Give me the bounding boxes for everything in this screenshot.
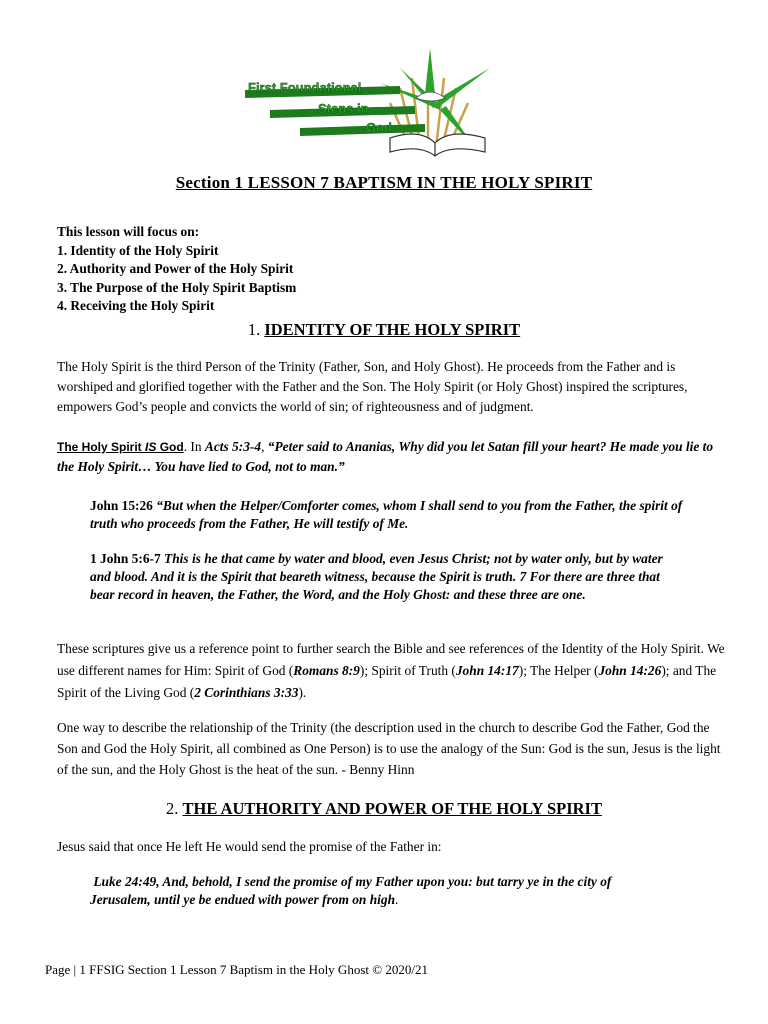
acts-quote: “Peter said to Ananias, Why did you let Satan fill your heart? He made you lie to the Holy Spirit… You have lied to God, not to man.”	[57, 439, 714, 474]
logo-line-1: First Foundational	[248, 80, 362, 95]
trinity-paragraph: One way to describe the relationship of the Trinity (the description used in the church to describe God the Father, God the Son and God the Holy Spirit, all combined as One Person) is to use the analogy of the Sun: God is the sun, Jesus is the light of the sun, and the Holy Ghost is the heat of the sun. - Benny Hinn	[57, 720, 721, 777]
page-footer: Page | 1 FFSIG Section 1 Lesson 7 Baptism in the Holy Ghost © 2020/21	[45, 962, 428, 977]
section-1-number: 1.	[247, 320, 261, 339]
acts-reference: Acts 5:3-4	[204, 439, 262, 454]
holy-spirit-names-paragraph: These scriptures give us a reference point to further search the Bible and see references of the Identity of the Holy Spirit. We use different names for Him: Spirit of God (Romans 8:9); Spirit of Truth (John 14:17); The Helper (John 14:26); and The Spirit of the Living God (2 Corinthians 3:33).	[57, 641, 725, 700]
focus-item: 3. The Purpose of the Holy Spirit Baptism	[57, 279, 297, 295]
luke-24-49-quote: Luke 24:49, And, behold, I send the promise of my Father upon you: but tarry ye in the city of Jerusalem, until ye be endued with power from on high.	[90, 874, 612, 907]
dove-icon	[416, 92, 445, 101]
logo-line-3: God	[366, 120, 392, 135]
ffsig-logo	[240, 48, 530, 166]
section-2-heading	[0, 799, 768, 819]
section-2-intro: Jesus said that once He left He would send the promise of the Father in:	[57, 839, 442, 854]
focus-intro: This lesson will focus on:	[57, 224, 200, 239]
section-2-number: 2.	[166, 799, 179, 818]
1-john-5-6-reference: 1 John 5:6-7	[90, 551, 161, 566]
section-2-title: THE AUTHORITY AND POWER OF THE HOLY SPIRIT	[182, 799, 602, 818]
focus-item: 4. Receiving the Holy Spirit	[57, 298, 215, 313]
section-1-title: IDENTITY OF THE HOLY SPIRIT	[264, 320, 521, 339]
john-15-26-quote: John 15:26 “But when the Helper/Comforter comes, whom I shall send to you from the Father, the spirit of truth who proceeds from the Father, He will testify of Me.	[90, 498, 683, 531]
focus-item: 1. Identity of the Holy Spirit	[57, 242, 219, 258]
1-john-5-6-quote: 1 John 5:6-7 This is he that came by water and blood, even Jesus Christ; not by water only, but by water and blood. And it is the Spirit that beareth witness, because the Spirit is truth. 7 For there are three that bear record in heaven, the Father, the Word, and the Holy Ghost: and these three are one.	[90, 551, 663, 602]
holy-spirit-is-god-paragraph: The Holy Spirit IS God. In Acts 5:3-4, “Peter said to Ananias, Why did you let Satan fill your heart? He made you lie to the Holy Spirit… You have lied to God, not to man.”	[57, 439, 714, 474]
holy-spirit-is-god-label: The Holy Spirit IS God	[57, 440, 184, 454]
section-1-paragraph: The Holy Spirit is the third Person of the Trinity (Father, Son, and Holy Ghost). He proceeds from the Father and is worshiped and glorified together with the Father and the Son. The Holy Spirit (or Holy Ghost) inspired the scriptures, empowers God’s people and convicts the world of sin; of righteousness and of judgment.	[57, 359, 688, 414]
john-15-26-reference: John 15:26	[90, 498, 153, 513]
logo-line-2: Steps in	[318, 101, 369, 116]
section-1-heading	[0, 320, 768, 340]
page-title: Section 1 LESSON 7 BAPTISM IN THE HOLY SPIRIT	[175, 173, 593, 192]
focus-list	[57, 223, 296, 316]
focus-item: 2. Authority and Power of the Holy Spirit	[57, 261, 294, 276]
